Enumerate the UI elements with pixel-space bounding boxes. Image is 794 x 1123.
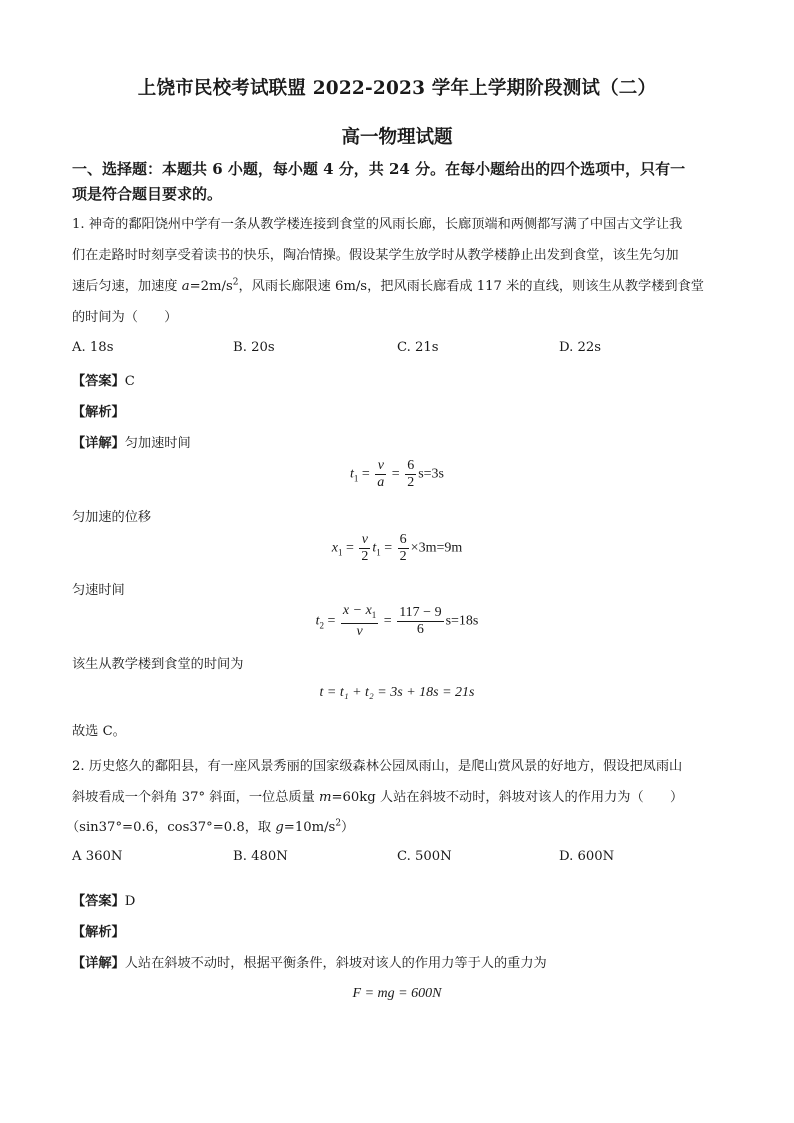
- eq2-frac-2: [398, 532, 409, 565]
- q1-stem-line2: 们在走路时时刻享受着读书的快乐，陶冶情操。假设某学生放学时从教学楼静止出发到食堂，该生先匀加: [72, 248, 679, 263]
- exam-title: 上饶市民校考试联盟 2022-2023 学年上学期阶段测试（二）: [137, 78, 657, 99]
- q1-total-text: 该生从教学楼到食堂的时间为: [72, 657, 244, 672]
- q1-stem-line1: 1. 神奇的鄱阳饶州中学有一条从教学楼连接到食堂的风雨长廊，长廊顶端和两侧都写满了中国古文学让我: [72, 217, 683, 232]
- q2-stem-line3: [66, 816, 354, 835]
- eq3-frac1-num-sub: 1: [371, 609, 377, 620]
- eq3-lhs: t: [315, 613, 320, 629]
- q2-answer-label: 【答案】: [72, 894, 125, 909]
- q1-answer: [72, 370, 135, 389]
- q2-analysis-label: 【解析】: [72, 925, 125, 940]
- q1-conclusion: 故选 C。: [72, 724, 126, 739]
- eq2-mid: t: [372, 540, 377, 556]
- q1-line3-sup: 2: [232, 277, 239, 288]
- q2-line3-var: g: [275, 820, 284, 835]
- eq3-frac1-num: x − x: [342, 603, 372, 618]
- eq1-frac2-den: 2: [407, 475, 415, 490]
- q1-option-a: A. 18s: [72, 340, 114, 355]
- eq2-rhs: ×3m=9m: [410, 540, 463, 556]
- q2-detail-label: 【详解】: [72, 956, 125, 971]
- eq1-frac-1: [375, 458, 386, 491]
- q1-equation-4: [0, 685, 794, 701]
- eq1-frac-2: [405, 458, 416, 491]
- q2-detail: [72, 952, 547, 971]
- eq1-lhs: t: [350, 466, 354, 482]
- q1-equation-3: $t_2$ = $\frac{x - x_1}{v}$ = $\frac{117 - 9}{6}$ s=18s: [315, 603, 479, 639]
- q2-answer: [72, 890, 135, 909]
- eq2-frac2-den: 2: [399, 549, 407, 564]
- q1-stem-line3: [72, 275, 704, 294]
- q2-line3-a: （sin37°=0.6，cos37°=0.8，取: [66, 820, 276, 835]
- eq3-lhs-sub: 2: [319, 620, 324, 631]
- q2-line3-b: =10m/s: [283, 820, 336, 835]
- eq1-lhs-sub: 1: [353, 473, 359, 484]
- section-heading: [72, 157, 722, 207]
- eq3-frac-2: [397, 605, 443, 638]
- q1-option-d: D. 22s: [559, 340, 602, 355]
- q2-line3-c: ）: [341, 820, 355, 835]
- eq1-frac2-num: 6: [407, 458, 415, 473]
- eq3-rhs: s=18s: [445, 613, 479, 629]
- q1-uniform-text: 匀速时间: [72, 583, 125, 598]
- q2-stem-line2: [72, 786, 683, 805]
- eq2-lhs: x: [331, 540, 338, 556]
- q2-option-d: D. 600N: [559, 849, 615, 864]
- q1-detail-text: 匀加速时间: [124, 436, 191, 451]
- q1-equation-2: $x_1$ = $\frac{v}{2}$ $t_1$ = $\frac{6}{2}$ ×3m=9m: [331, 532, 463, 564]
- eq3-frac1-den: v: [356, 623, 363, 639]
- eq2-lhs-sub: 1: [337, 547, 343, 558]
- q1-stem-line4: 的时间为（ ）: [72, 310, 178, 325]
- q2-equation-1: [0, 986, 794, 1002]
- eq1-frac1-num: v: [377, 458, 384, 473]
- q1-line3-b: =2m/s: [189, 279, 233, 294]
- section-heading-line1: 一、选择题：本题共 6 小题，每小题 4 分，共 24 分。在每小题给出的四个选项中，只有一: [72, 160, 686, 178]
- q1-equation-1: $t_1$ = $\frac{v}{a}$ = $\frac{6}{2}$ s=3s: [350, 458, 444, 490]
- q1-analysis-label: 【解析】: [72, 405, 125, 420]
- q2-answer-value: D: [124, 894, 136, 909]
- q2-line2-var: m: [318, 790, 332, 805]
- q2-detail-text: 人站在斜坡不动时，根据平衡条件，斜坡对该人的作用力等于人的重力为: [124, 956, 547, 971]
- q1-line3-var: a: [181, 279, 190, 294]
- q2-option-c: C. 500N: [397, 849, 452, 864]
- q1-detail: [72, 432, 191, 451]
- eq2-frac1-num: v: [361, 532, 368, 547]
- q2-eq1-text: F = mg = 600N: [352, 986, 442, 1001]
- q1-option-b: B. 20s: [233, 340, 275, 355]
- eq3-frac2-den: 6: [416, 621, 424, 637]
- q2-line2-a: 斜坡看成一个斜角 37° 斜面，一位总质量: [72, 790, 319, 805]
- q1-answer-value: C: [124, 374, 135, 389]
- q1-line3-c: ，风雨长廊限速 6m/s，把风雨长廊看成 117 米的直线，则该生从教学楼到食堂: [238, 279, 704, 294]
- q2-line3-sup: 2: [335, 818, 342, 829]
- eq2-frac2-num: 6: [399, 532, 407, 547]
- q1-answer-label: 【答案】: [72, 374, 125, 389]
- exam-subtitle: 高一物理试题: [341, 127, 453, 148]
- q2-option-b: B. 480N: [233, 849, 288, 864]
- q2-stem-line1: 2. 历史悠久的鄱阳县，有一座风景秀丽的国家级森林公园凤雨山，是爬山赏风景的好地方，假设把凤雨山: [72, 759, 683, 774]
- eq1-rhs: s=3s: [418, 466, 444, 482]
- eq4-text: t = t₁ + t₂ = 3s + 18s = 21s: [319, 685, 475, 700]
- eq2-frac-1: [359, 532, 370, 565]
- q1-option-c: C. 21s: [397, 340, 439, 355]
- eq1-frac1-den: a: [377, 475, 385, 490]
- eq3-frac2-num: 117 − 9: [399, 604, 442, 620]
- q2-line2-b: =60kg 人站在斜坡不动时，斜坡对该人的作用力为（ ）: [331, 790, 684, 805]
- q1-line3-a: 速后匀速，加速度: [72, 279, 182, 294]
- q1-detail-label: 【详解】: [72, 436, 125, 451]
- q1-displacement-text: 匀加速的位移: [72, 510, 152, 525]
- section-heading-line2: 项是符合题目要求的。: [72, 185, 223, 203]
- q2-option-a: A 360N: [72, 849, 123, 864]
- eq2-mid-sub: 1: [376, 547, 381, 558]
- eq2-frac1-den: 2: [361, 549, 369, 564]
- eq3-frac-1: [341, 603, 378, 640]
